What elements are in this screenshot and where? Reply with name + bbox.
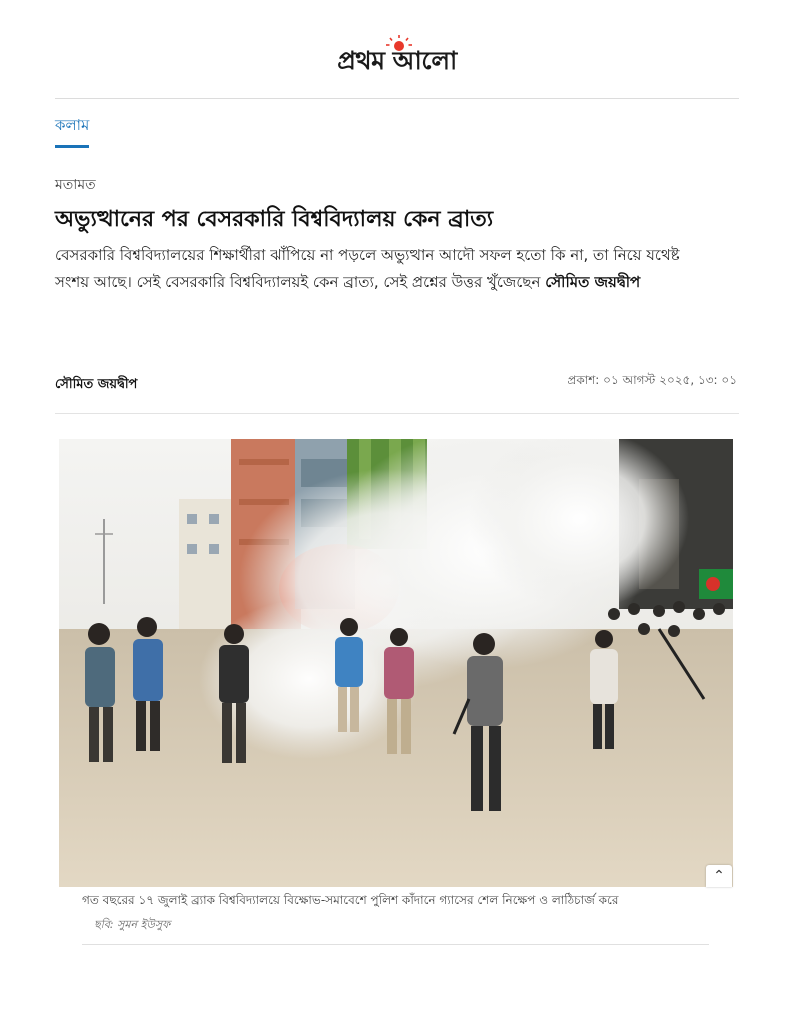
meta-divider [55, 413, 739, 414]
author-name[interactable]: সৌমিত জয়দ্বীপ [55, 377, 138, 392]
publish-date: প্রকাশ: ০১ আগস্ট ২০২৫, ১৩: ০১ [567, 373, 737, 387]
article-photo [59, 439, 733, 887]
tab-column[interactable]: কলাম [55, 114, 89, 148]
chevron-up-icon: ⌃ [713, 868, 725, 884]
article-summary [55, 242, 717, 296]
masthead [0, 0, 791, 98]
summary-text: বেসরকারি বিশ্ববিদ্যালয়ের শিক্ষার্থীরা ঝাঁপিয়ে না পড়লে অভ্যুত্থান আদৌ সফল হতো কি না, তা নিয়ে যথেষ্ট সংশয় আছে। সেই বেসরকারি বিশ্ববিদ্যালয়ই কেন ব্রাত্য, সেই প্রশ্নের উত্তর খুঁজেছেন [55, 246, 680, 291]
article-headline: অভ্যুত্থানের পর বেসরকারি বিশ্ববিদ্যালয় কেন ব্রাত্য [55, 207, 494, 232]
caption-divider [82, 944, 709, 945]
photo-credit: ছবি: সুমন ইউসুফ [94, 918, 171, 931]
summary-author: সৌমিত জয়দ্বীপ [545, 273, 641, 291]
header-divider [55, 98, 739, 99]
article-category[interactable]: মতামত [55, 177, 96, 193]
scroll-to-top-button[interactable] [706, 865, 732, 887]
site-logo[interactable]: প্রথম আলো [337, 46, 457, 75]
photo-caption: গত বছরের ১৭ জুলাই ব্র্যাক বিশ্ববিদ্যালয়ে বিক্ষোভ-সমাবেশে পুলিশ কাঁদানে গ্যাসের শেল নিক্ষেপ ও লাঠিচার্জ করে [82, 893, 619, 907]
